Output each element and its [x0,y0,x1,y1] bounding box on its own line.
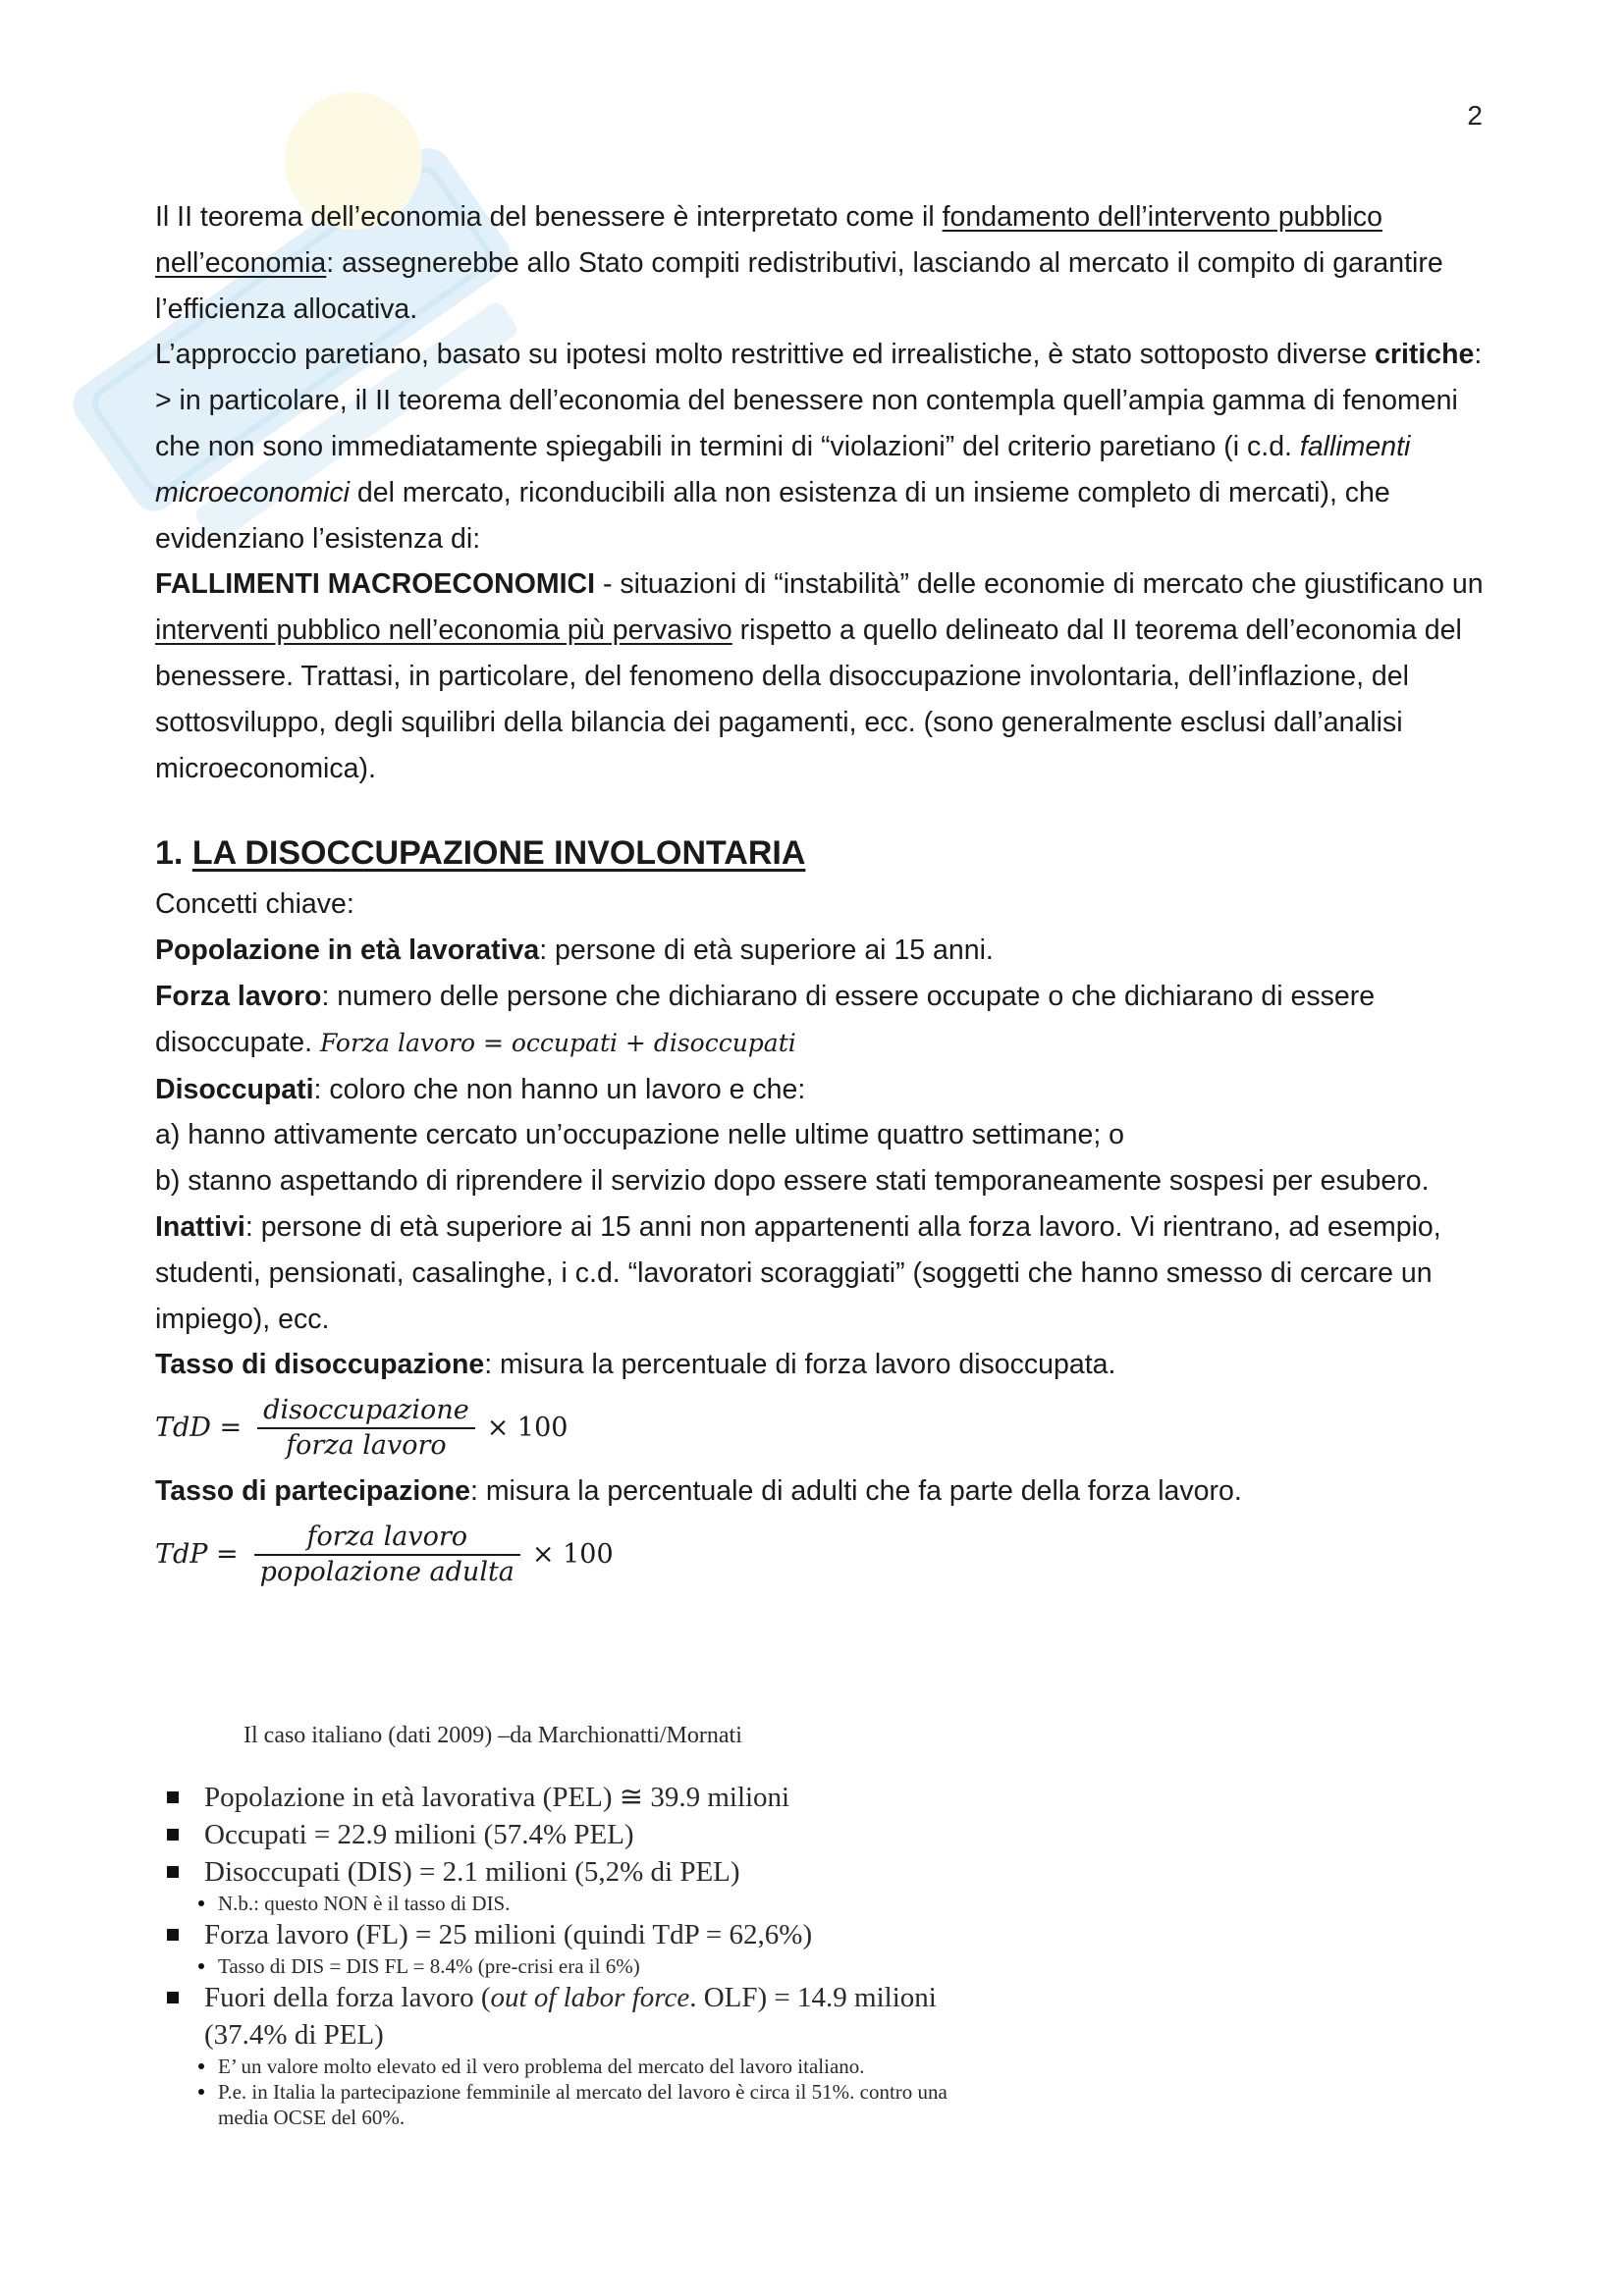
slide-bullet-list [167,1779,972,2130]
paragraph-fallimenti-micro [155,378,1490,561]
formula-multiplier: × 100 [486,1412,568,1443]
text-run: : assegnerebbe allo Stato compiti redistributivi, lasciando al mercato il compito di garantire l’efficienza allocativa. [155,246,1443,325]
text-run: L’approccio paretiano, basato su ipotesi molto restrittive ed irrealistiche, è stato sottoposto diverse [155,339,1375,371]
heading-number: 1. [155,834,192,873]
sub-bullet-olf-note-1: E’ un valore molto elevato ed il vero problema del mercato del lavoro italiano. [167,2054,972,2079]
text-run: > in particolare, il II teorema dell’economia del benessere non contempla quell’ampia gamma di fenomeni che non sono immediatamente spiegabili in termini di “violazioni” del criterio paretiano (i c.d. [155,385,1458,462]
definition-tdp [155,1468,1490,1515]
list-item-a: a) hanno attivamente cercato un’occupazione nelle ultime quattro settimane; o [155,1119,1125,1151]
slide-caption: Il caso italiano (dati 2009) –da Marchionatti/Mornati [244,1723,742,1748]
formula-numerator: disoccupazione [263,1395,469,1426]
formula-lhs: TdD = [155,1412,243,1443]
bold-term: critiche [1375,339,1475,371]
formula-fraction [257,1394,475,1463]
definition-forza-lavoro [155,974,1490,1067]
paragraph-critiche [155,332,1490,378]
section-heading [155,828,1490,878]
inline-formula: Forza lavoro = occupati + disoccupati [319,1028,796,1057]
italic-term: fallimenti microeconomici [155,430,1411,508]
page-number: 2 [1467,100,1483,131]
list-item-b: b) stanno aspettando di riprendere il servizio dopo essere stati temporaneamente sospesi per esubero. [155,1165,1430,1198]
definition-text: : coloro che non hanno un lavoro e che: [313,1073,806,1105]
sub-bullet-tasso-dis: Tasso di DIS = DIS FL = 8.4% (pre-crisi era il 6%) [167,1953,972,1979]
definition-term: Popolazione in età lavorativa [155,934,540,967]
definition-term: Disoccupati [155,1073,314,1105]
bullet-pel: Popolazione in età lavorativa (PEL) ≅ 39.9 milioni [167,1779,972,1816]
text-run: - situazioni di “instabilità” delle economie di mercato che giustificano un [595,568,1484,601]
heading-text: LA DISOCCUPAZIONE INVOLONTARIA [191,834,806,873]
bullet-occupati: Occupati = 22.9 milioni (57.4% PEL) [167,1816,972,1853]
text-run: . OLF) = 14.9 milioni (37.4% di PEL) [204,1982,937,2051]
formula-numerator: forza lavoro [306,1521,468,1552]
definition-disoccupati [155,1067,1490,1113]
underlined-phrase: interventi pubblico nell’economia più pervasivo [155,614,732,647]
definition-pel [155,928,1490,974]
formula-denominator: forza lavoro [286,1430,447,1462]
text-run: : [1474,339,1483,371]
formula-lhs: TdP = [155,1538,239,1570]
definition-text: : numero delle persone che dichiarano di essere occupate o che dichiarano di essere disoccupate. [155,980,1376,1058]
text-run: rispetto a quello delineato dal II teorema dell’economia del benessere. Trattasi, in particolare, del fenomeno della disoccupazione involontaria, dell’inflazione, del sottosviluppo, degli squilibri della bilancia dei pagamenti, ecc. (sono generalmente esclusi dall’analisi microeconomica). [155,614,1462,784]
sub-bullet-dis-note: N.b.: questo NON è il tasso di DIS. [167,1891,972,1916]
definition-term: Tasso di partecipazione [155,1475,470,1508]
bold-term: FALLIMENTI MACROECONOMICI [155,568,596,601]
sub-bullet-olf-note-2: P.e. in Italia la partecipazione femminile al mercato del lavoro è circa il 51%. contro una media OCSE del 60%. [167,2079,972,2130]
definition-term: Inattivi [155,1210,245,1243]
definition-inattivi [155,1204,1490,1342]
paragraph-fallimenti-macro [155,561,1490,791]
italic-term: out of labor force [490,1982,690,2013]
text-run: Il II teorema dell’economia del benessere è interpretato come il [155,201,943,233]
formula-multiplier: × 100 [531,1538,614,1570]
bullet-olf [167,1979,972,2054]
underlined-phrase: fondamento dell’intervento pubblico nell’economia [155,201,1382,279]
definition-term: Forza lavoro [155,980,322,1012]
definition-text: : persone di età superiore ai 15 anni non appartenenti alla forza lavoro. Vi rientrano, ad esempio, studenti, pensionati, casalinghe, i c.d. “lavoratori scoraggiati” (soggetti che hanno smesso di cercare un impiego), ecc. [155,1210,1441,1335]
formula-fraction [254,1521,520,1589]
definition-text: : misura la percentuale di adulti che fa parte della forza lavoro. [469,1475,1242,1508]
text-run: Fuori della forza lavoro ( [204,1982,491,2013]
definition-tdd [155,1342,1490,1388]
formula-denominator: popolazione adulta [259,1556,514,1587]
embedded-slide [167,1723,972,2130]
text-run: del mercato, riconducibili alla non esistenza di un insieme completo di mercati), che evidenziano l’esistenza di: [155,476,1390,555]
definition-text: : persone di età superiore ai 15 anni. [539,934,994,967]
formula-tdd [155,1388,1490,1468]
definition-text: : misura la percentuale di forza lavoro disoccupata. [484,1349,1116,1381]
paragraph-intro [155,194,1490,332]
bullet-forza-lavoro: Forza lavoro (FL) = 25 milioni (quindi TdP = 62,6%) [167,1916,972,1953]
concepts-label: Concetti chiave: [155,888,354,921]
bullet-disoccupati: Disoccupati (DIS) = 2.1 milioni (5,2% di PEL) [167,1853,972,1891]
formula-tdp [155,1515,1490,1595]
body-text [155,194,1490,1595]
definition-term: Tasso di disoccupazione [155,1349,485,1381]
